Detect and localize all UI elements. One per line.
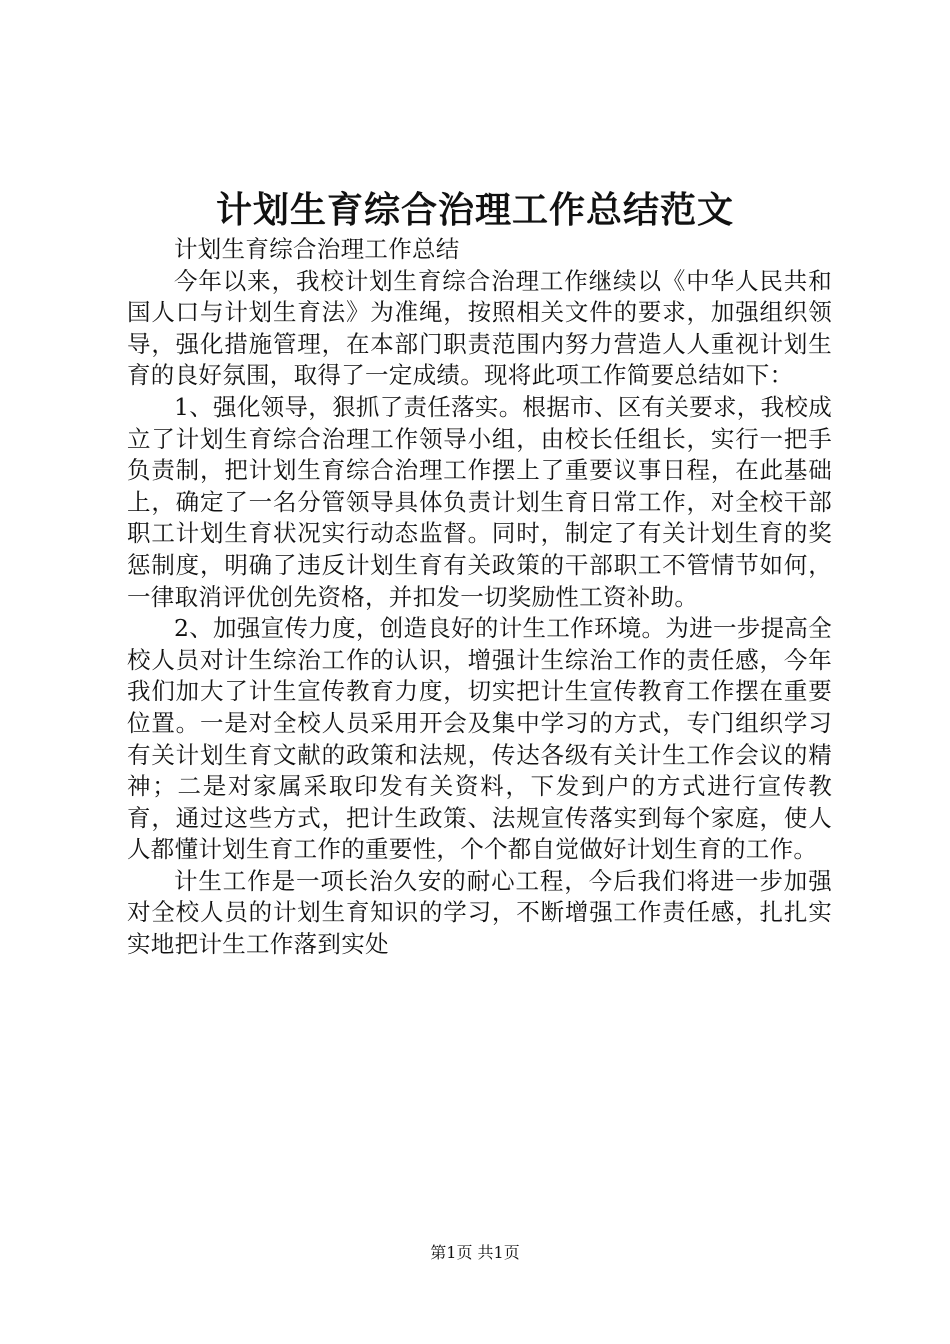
section-1-paragraph: 1、强化领导，狠抓了责任落实。根据市、区有关要求，我校成立了计划生育综合治理工作领导小组，由校长任组长，实行一把手负责制，把计划生育综合治理工作摆上了重要议事日程，在此基础上，确定了一名分管领导具体负责计划生育日常工作，对全校干部职工计划生育状况实行动态监督。同时，制定了有关计划生育的奖惩制度，明确了违反计划生育有关政策的干部职工不管情节如何，一律取消评优创先资格，并扣发一切奖励性工资补助。: [127, 392, 832, 611]
intro-paragraph: 今年以来，我校计划生育综合治理工作继续以《中华人民共和国人口与计划生育法》为准绳，按照相关文件的要求，加强组织领导，强化措施管理，在本部门职责范围内努力营造人人重视计划生育的良好氛围，取得了一定成绩。现将此项工作简要总结如下：: [127, 266, 832, 390]
conclusion-paragraph: 计生工作是一项长治久安的耐心工程，今后我们将进一步加强对全校人员的计划生育知识的学习，不断增强工作责任感，扎扎实实地把计生工作落到实处: [127, 866, 832, 959]
section-2-paragraph: 2、加强宣传力度，创造良好的计生工作环境。为进一步提高全校人员对计生综治工作的认识，增强计生综治工作的责任感，今年我们加大了计生宣传教育力度，切实把计生宣传教育工作摆在重要位置。一是对全校人员采用开会及集中学习的方式，专门组织学习有关计划生育文献的政策和法规，传达各级有关计生工作会议的精神；二是对家属采取印发有关资料，下发到户的方式进行宣传教育，通过这些方式，把计生政策、法规宣传落实到每个家庭，使人人都懂计划生育工作的重要性，个个都自觉做好计划生育的工作。: [127, 614, 832, 864]
subtitle-paragraph: 计划生育综合治理工作总结: [174, 235, 460, 263]
document-body: [127, 234, 832, 961]
document-title: 计划生育综合治理工作总结范文: [215, 189, 734, 231]
page-number-footer: 第1页 共1页: [430, 1243, 520, 1262]
